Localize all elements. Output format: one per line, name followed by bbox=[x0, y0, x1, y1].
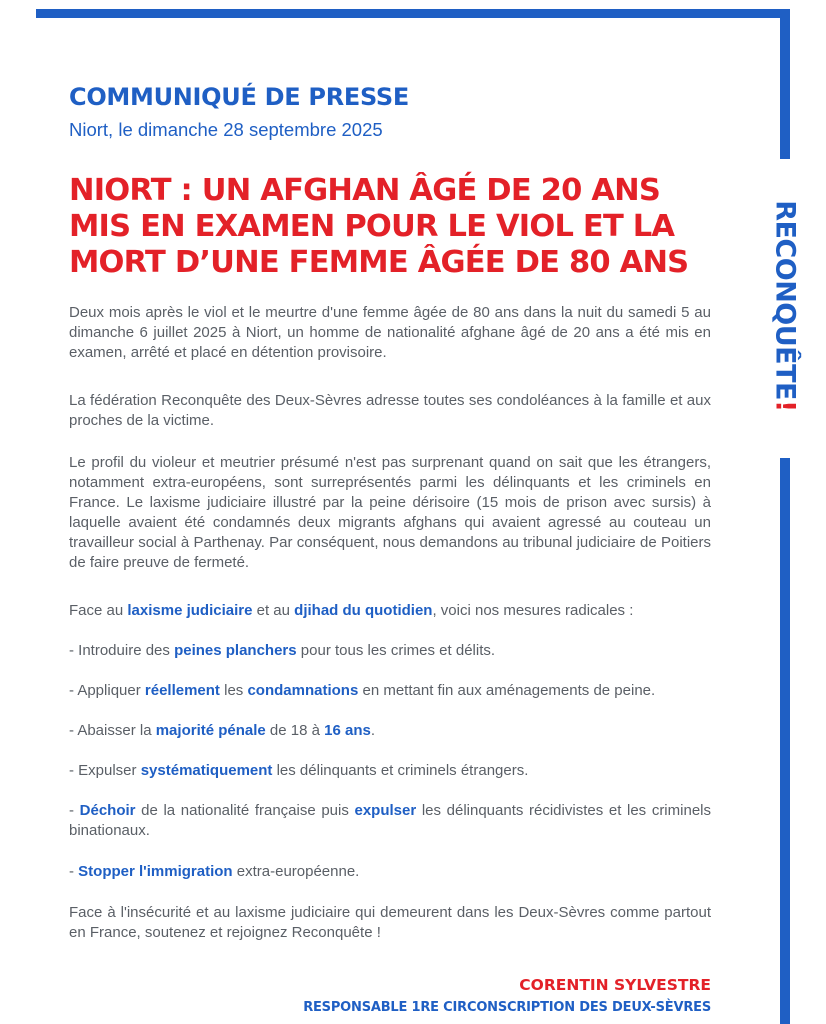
measure-item: - Déchoir de la nationalité française puis expulser les délinquants récidivistes et les criminels binationaux. bbox=[69, 802, 711, 839]
frame-right-border-upper bbox=[780, 9, 790, 159]
signatory-role: RESPONSABLE 1RE CIRCONSCRIPTION DES DEUX-SÈVRES bbox=[303, 1000, 711, 1015]
measure-item: - Abaisser la majorité pénale de 18 à 16 ans. bbox=[69, 722, 376, 739]
highlight-text: 16 ans bbox=[324, 722, 371, 739]
highlight-text: Déchoir bbox=[79, 802, 136, 819]
frame-right-border-lower bbox=[780, 458, 790, 1024]
highlight-text: laxisme judiciaire bbox=[127, 602, 253, 619]
measure-item: - Appliquer réellement les condamnations en mettant fin aux aménagements de peine. bbox=[69, 682, 656, 699]
measure-item: - Introduire des peines planchers pour tous les crimes et délits. bbox=[69, 642, 496, 659]
measure-item: - Stopper l'immigration extra-européenne. bbox=[69, 863, 360, 880]
paragraph-condolences: La fédération Reconquête des Deux-Sèvres adresse toutes ses condoléances à la famille et aux proches de la victime. bbox=[69, 392, 711, 429]
brand-name: RECONQUÊTE bbox=[769, 200, 801, 400]
headline-line: MIS EN EXAMEN POUR LE VIOL ET LA bbox=[69, 209, 675, 244]
highlight-text: condamnations bbox=[247, 682, 359, 699]
measures-intro: Face au laxisme judiciaire et au djihad du quotidien, voici nos mesures radicales : bbox=[69, 602, 634, 619]
brand-logo bbox=[770, 200, 801, 412]
highlight-text: peines planchers bbox=[174, 642, 297, 659]
signatory-name: CORENTIN SYLVESTRE bbox=[519, 976, 711, 994]
press-release-kicker: COMMUNIQUÉ DE PRESSE bbox=[69, 83, 409, 111]
headline-line: MORT D’UNE FEMME ÂGÉE DE 80 ANS bbox=[69, 245, 689, 280]
headline bbox=[69, 173, 769, 281]
brand-exclamation: ! bbox=[769, 399, 801, 412]
highlight-text: expulser bbox=[354, 802, 417, 819]
paragraph-context: Deux mois après le viol et le meurtre d'une femme âgée de 80 ans dans la nuit du samedi 5 au dimanche 6 juillet 2025 à Niort, un homme de nationalité afghane âgé de 20 ans a été mis en examen, arrêté et placé en détention provisoire. bbox=[69, 304, 711, 361]
highlight-text: réellement bbox=[144, 682, 220, 699]
headline-line: NIORT : UN AFGHAN ÂGÉ DE 20 ANS bbox=[69, 173, 661, 208]
highlight-text: majorité pénale bbox=[155, 722, 266, 739]
paragraph-closing: Face à l'insécurité et au laxisme judiciaire qui demeurent dans les Deux-Sèvres comme partout en France, soutenez et rejoignez Reconquête ! bbox=[69, 904, 711, 941]
frame-top-border bbox=[36, 9, 790, 18]
measure-item: - Expulser systématiquement les délinquants et criminels étrangers. bbox=[69, 762, 529, 779]
paragraph-profile: Le profil du violeur et meutrier présumé n'est pas surprenant quand on sait que les étrangers, notamment extra-européens, sont surreprésentés parmi les délinquants et les criminels en France. Le laxisme judiciaire illustré par la peine dérisoire (15 mois de prison avec sursis) à laquelle avaient été condamnés deux migrants afghans qui avaient agressé au couteau un travailleur social à Parthenay. Par conséquent, nous demandons au tribunal judiciaire de Poitiers de faire preuve de fermeté. bbox=[69, 454, 711, 571]
dateline: Niort, le dimanche 28 septembre 2025 bbox=[69, 119, 383, 140]
highlight-text: djihad du quotidien bbox=[294, 602, 433, 619]
highlight-text: systématiquement bbox=[140, 762, 273, 779]
highlight-text: Stopper l'immigration bbox=[78, 863, 233, 880]
